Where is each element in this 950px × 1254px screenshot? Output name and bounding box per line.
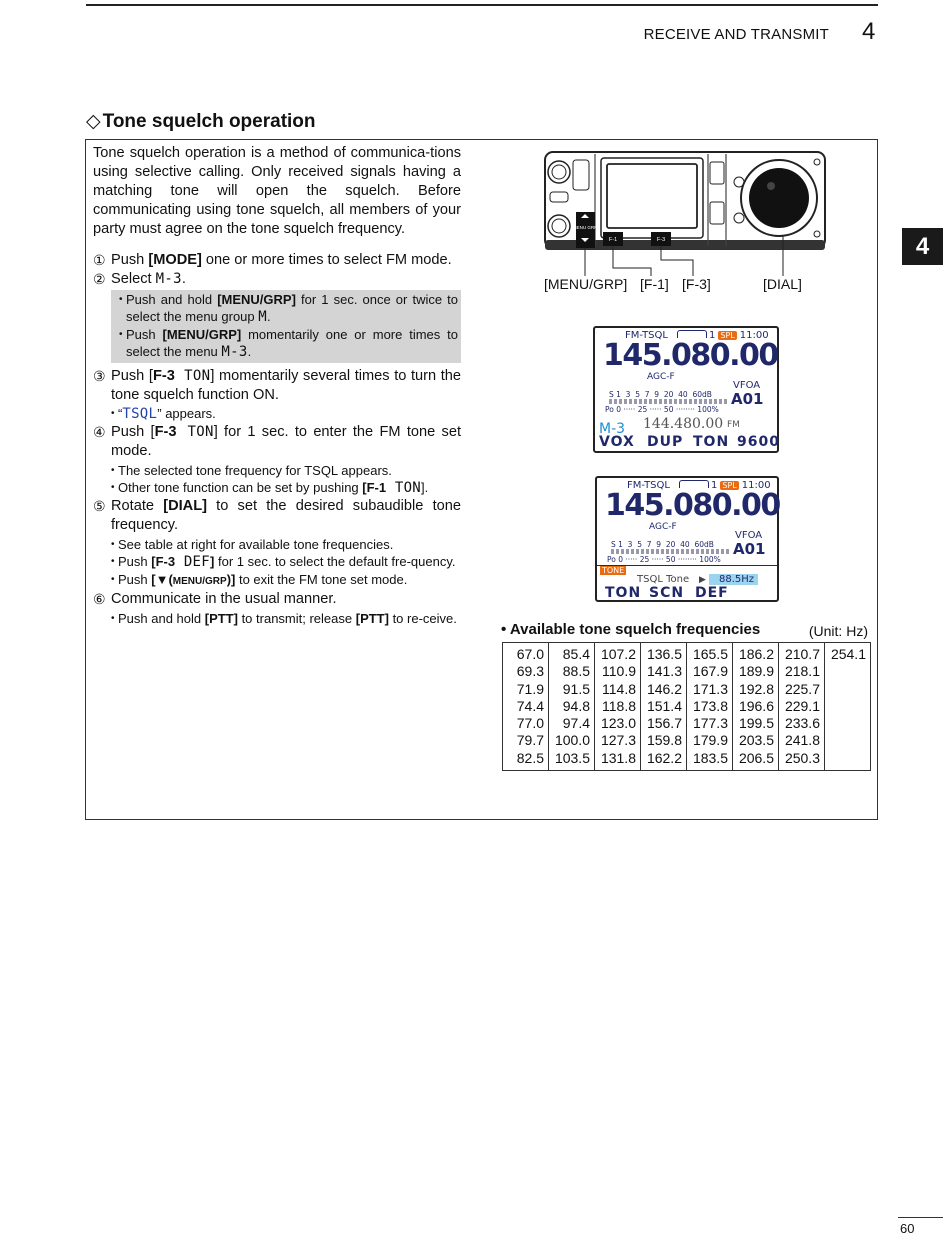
table-cell [825, 750, 871, 771]
table-cell: 118.8 [595, 698, 641, 715]
split-badge: SPL [722, 481, 737, 490]
radio-front-panel [543, 150, 827, 254]
bottom-rule [898, 1217, 943, 1218]
lcd-display-1 [593, 326, 779, 453]
table-cell: 97.4 [549, 715, 595, 732]
callout-dial: [DIAL] [763, 276, 802, 292]
table-cell: 189.9 [733, 663, 779, 680]
table-cell: 85.4 [549, 643, 595, 664]
diamond-icon: ◇ [86, 111, 101, 132]
sub-mode: FM [727, 420, 740, 430]
table-cell: 206.5 [733, 750, 779, 771]
po-meter-scale: Po 0 ····· 25 ····· 50 ········ 100% [607, 555, 721, 564]
table-cell [825, 698, 871, 715]
table-title: • Available tone squelch frequencies [501, 621, 761, 638]
table-cell: 71.9 [503, 681, 549, 698]
softkey-scn: SCN [649, 585, 685, 601]
agc-indicator: AGC-F [649, 522, 677, 532]
table-cell: 131.8 [595, 750, 641, 771]
table-cell: 173.8 [687, 698, 733, 715]
section-title [86, 110, 316, 133]
tone-frequency-table [502, 642, 871, 771]
table-cell: 141.3 [641, 663, 687, 680]
table-cell: 196.6 [733, 698, 779, 715]
softkey-vox: VOX [599, 434, 635, 450]
intro-paragraph: Tone squelch operation is a method of communica-tions using selective calling. Only received signals having a matching tone will open the squelch. Before communicating using tone squelch, all members of your party must agree on the tone squelch frequency. [93, 145, 461, 237]
step-2: ② Select M-3. [93, 271, 186, 287]
softkey-def: DEF [695, 585, 729, 601]
step-4: ④ Push [F-3 TON] for 1 sec. to enter the FM tone set mode. [93, 424, 462, 459]
channel-indicator: A01 [733, 540, 766, 558]
channel-indicator: A01 [731, 390, 764, 408]
table-cell [825, 663, 871, 680]
step-number: ⑤ [93, 498, 106, 514]
tone-value: 88.5Hz [709, 574, 758, 585]
table-cell: 67.0 [503, 643, 549, 664]
menu-indicator: M-3 [599, 421, 626, 437]
step-number: ④ [93, 424, 106, 440]
table-cell: 77.0 [503, 715, 549, 732]
sub-frequency: 144.480.00 [643, 416, 724, 432]
operating-mode: FM-TSQL [627, 480, 670, 491]
step-5: ⑤ Rotate [DIAL] to set the desired subaudible tone frequency. [93, 498, 461, 533]
table-cell: 177.3 [687, 715, 733, 732]
table-cell: 183.5 [687, 750, 733, 771]
softkey-ton: TON [693, 434, 730, 450]
step-3: ③ Push [F-3 TON] momentarily several times to turn the tone squelch function ON. [93, 368, 462, 403]
step-6-notes: • Push and hold [PTT] to transmit; release [PTT] to re-ceive. [111, 610, 461, 627]
table-cell: 186.2 [733, 643, 779, 664]
f3-key-label: F-3 [656, 237, 666, 243]
tone-label: TSQL Tone [637, 574, 690, 585]
table-cell: 250.3 [779, 750, 825, 771]
table-cell: 254.1 [825, 643, 871, 664]
table-cell: 94.8 [549, 698, 595, 715]
lcd-display-2 [595, 476, 779, 602]
chapter-number: 4 [862, 18, 876, 45]
table-cell: 114.8 [595, 681, 641, 698]
chapter-title: RECEIVE AND TRANSMIT [643, 26, 829, 43]
table-cell [825, 681, 871, 698]
table-cell: 167.9 [687, 663, 733, 680]
table-cell: 100.0 [549, 732, 595, 749]
s-meter-scale: S 1 3 5 7 9 20 40 60dB [609, 390, 712, 399]
table-row [503, 681, 871, 698]
main-frequency: 145.080.00 [605, 488, 780, 523]
table-cell: 225.7 [779, 681, 825, 698]
clock: 11:00 [741, 480, 771, 491]
step-1: ① Push [MODE] one or more times to select FM mode. [93, 252, 452, 268]
instructions-column [93, 144, 461, 630]
meter-bar [611, 549, 729, 554]
arrow-right-icon: ▶ [699, 575, 706, 585]
table-row [503, 750, 871, 771]
step-6: ⑥ Communicate in the usual manner. [93, 591, 337, 607]
table-row [503, 732, 871, 749]
menu-grp-key-label: MENU GRP [572, 225, 598, 230]
callout-lines [543, 254, 827, 276]
table-cell: 203.5 [733, 732, 779, 749]
table-cell: 146.2 [641, 681, 687, 698]
table-cell: 107.2 [595, 643, 641, 664]
table-cell [825, 715, 871, 732]
section-title-text: Tone squelch operation [102, 111, 316, 132]
vfo-indicator: VFOA [735, 530, 763, 541]
table-cell: 171.3 [687, 681, 733, 698]
step-3-notes: • “TSQL” appears. [111, 405, 461, 423]
table-unit: (Unit: Hz) [808, 623, 868, 639]
softkey-ton: TON [605, 585, 642, 601]
top-rule [86, 4, 878, 6]
page-number: 60 [900, 1221, 915, 1236]
split-badge: SPL [720, 331, 735, 340]
callout-f1: [F-1] [640, 276, 669, 292]
step-4-notes: • The selected tone frequency for TSQL appears. • Other tone function can be set by pushing [F-1 TON]. [111, 462, 461, 497]
table-cell [825, 732, 871, 749]
memory-number: 1 [711, 480, 718, 491]
table-cell: 110.9 [595, 663, 641, 680]
callout-f3: [F-3] [682, 276, 711, 292]
table-cell: 123.0 [595, 715, 641, 732]
chapter-side-tab: 4 [902, 228, 943, 265]
f1-key-label: F-1 [608, 237, 618, 243]
filter-icon [677, 330, 707, 338]
step-5-notes: • See table at right for available tone frequencies. • Push [F-3 DEF] for 1 sec. to select the default fre-quency. • Push [▼(MENU/GRP)] to exit the FM tone set mode. [111, 536, 461, 590]
table-cell: 229.1 [779, 698, 825, 715]
table-cell: 103.5 [549, 750, 595, 771]
filter-icon [679, 480, 709, 488]
table-row [503, 715, 871, 732]
table-cell: 241.8 [779, 732, 825, 749]
table-cell: 156.7 [641, 715, 687, 732]
tone-badge: TONE [602, 566, 625, 575]
table-cell: 199.5 [733, 715, 779, 732]
meter-bar [609, 399, 727, 404]
table-cell: 136.5 [641, 643, 687, 664]
table-cell: 79.7 [503, 732, 549, 749]
operating-mode: FM-TSQL [625, 330, 668, 341]
agc-indicator: AGC-F [647, 372, 675, 382]
table-cell: 162.2 [641, 750, 687, 771]
step-number: ① [93, 252, 106, 268]
table-cell: 233.6 [779, 715, 825, 732]
mode-key: [MODE] [148, 252, 202, 268]
softkey-dup: DUP [647, 434, 684, 450]
table-cell: 192.8 [733, 681, 779, 698]
step-number: ② [93, 271, 106, 287]
table-cell: 218.1 [779, 663, 825, 680]
po-meter-scale: Po 0 ····· 25 ····· 50 ········ 100% [605, 405, 719, 414]
table-row [503, 643, 871, 664]
softkey-9600: 9600 [737, 434, 780, 450]
memory-number: 1 [709, 330, 716, 341]
table-cell: 159.8 [641, 732, 687, 749]
table-cell: 151.4 [641, 698, 687, 715]
table-cell: 179.9 [687, 732, 733, 749]
clock: 11:00 [739, 330, 769, 341]
table-cell: 74.4 [503, 698, 549, 715]
step-number: ③ [93, 368, 106, 384]
callout-menu-grp: [MENU/GRP] [544, 276, 628, 292]
step-number: ⑥ [93, 591, 106, 607]
table-cell: 91.5 [549, 681, 595, 698]
vfo-indicator: VFOA [733, 380, 761, 391]
main-frequency: 145.080.00 [603, 338, 778, 373]
table-cell: 127.3 [595, 732, 641, 749]
table-row [503, 698, 871, 715]
table-cell: 88.5 [549, 663, 595, 680]
table-cell: 82.5 [503, 750, 549, 771]
table-cell: 165.5 [687, 643, 733, 664]
step-2-notes: • Push and hold [MENU/GRP] for 1 sec. once or twice to select the menu group M. • Push [MENU/GRP] momentarily one or more times to select the menu M-3. [111, 290, 461, 363]
s-meter-scale: S 1 3 5 7 9 20 40 60dB [611, 540, 714, 549]
table-row [503, 663, 871, 680]
table-cell: 210.7 [779, 643, 825, 664]
table-cell: 69.3 [503, 663, 549, 680]
